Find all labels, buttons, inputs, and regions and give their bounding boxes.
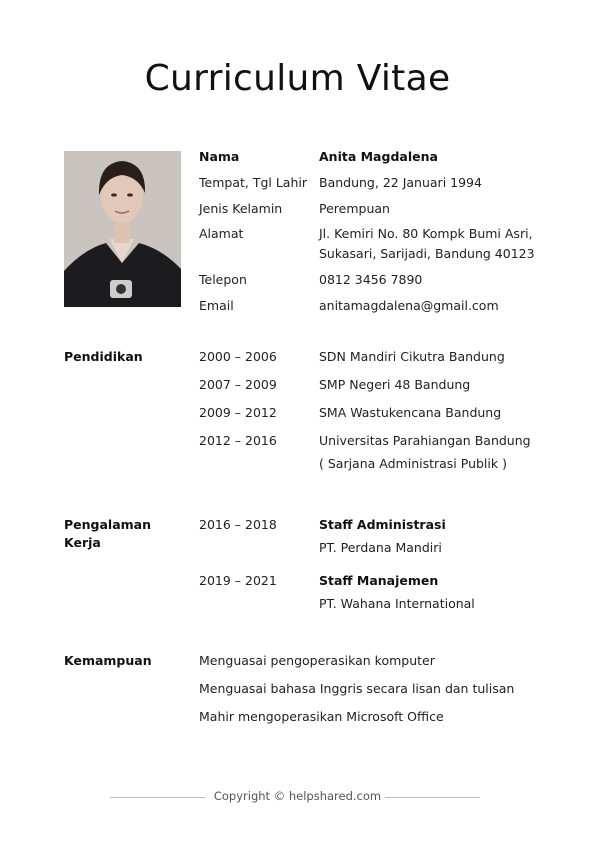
value-gender: Perempuan xyxy=(319,201,390,216)
edu-years: 2007 – 2009 xyxy=(199,377,277,392)
section-pengalaman-heading: Pengalaman xyxy=(64,517,151,532)
page-title: Curriculum Vitae xyxy=(144,58,451,99)
job-years: 2019 – 2021 xyxy=(199,573,277,588)
edu-years: 2012 – 2016 xyxy=(199,433,277,448)
value-ttl: Bandung, 22 Januari 1994 xyxy=(319,175,482,190)
edu-school: SMA Wastukencana Bandung xyxy=(319,405,502,420)
value-alamat-line2: Sukasari, Sarijadi, Bandung 40123 xyxy=(319,246,535,261)
label-alamat: Alamat xyxy=(199,226,244,241)
footer-copyright: Copyright © helpshared.com xyxy=(213,789,382,803)
job-years: 2016 – 2018 xyxy=(199,517,277,532)
camera-icon xyxy=(110,280,132,298)
job-company: PT. Perdana Mandiri xyxy=(319,540,442,555)
value-telepon: 0812 3456 7890 xyxy=(319,272,423,287)
section-pendidikan-heading: Pendidikan xyxy=(64,349,143,364)
edu-degree-note: ( Sarjana Administrasi Publik ) xyxy=(319,456,507,471)
value-alamat-line1: Jl. Kemiri No. 80 Kompk Bumi Asri, xyxy=(319,226,533,241)
section-kemampuan-heading: Kemampuan xyxy=(64,653,152,668)
section-pengalaman-heading-2: Kerja xyxy=(64,535,101,550)
label-ttl: Tempat, Tgl Lahir xyxy=(199,175,307,190)
edu-school: Universitas Parahiangan Bandung xyxy=(319,433,531,448)
edu-years: 2009 – 2012 xyxy=(199,405,277,420)
job-role: Staff Administrasi xyxy=(319,517,446,532)
skill-item: Mahir mengoperasikan Microsoft Office xyxy=(199,709,444,724)
skill-item: Menguasai bahasa Inggris secara lisan dan tulisan xyxy=(199,681,515,696)
label-telepon: Telepon xyxy=(199,272,247,287)
footer-divider-right xyxy=(385,797,480,798)
edu-school: SDN Mandiri Cikutra Bandung xyxy=(319,349,505,364)
skill-item: Menguasai pengoperasikan komputer xyxy=(199,653,435,668)
label-nama: Nama xyxy=(199,149,240,164)
edu-school: SMP Negeri 48 Bandung xyxy=(319,377,471,392)
job-role: Staff Manajemen xyxy=(319,573,439,588)
job-company: PT. Wahana International xyxy=(319,596,475,611)
value-nama: Anita Magdalena xyxy=(319,149,438,164)
edu-years: 2000 – 2006 xyxy=(199,349,277,364)
label-gender: Jenis Kelamin xyxy=(199,201,283,216)
label-email: Email xyxy=(199,298,234,313)
value-email[interactable]: anitamagdalena@gmail.com xyxy=(319,298,499,313)
